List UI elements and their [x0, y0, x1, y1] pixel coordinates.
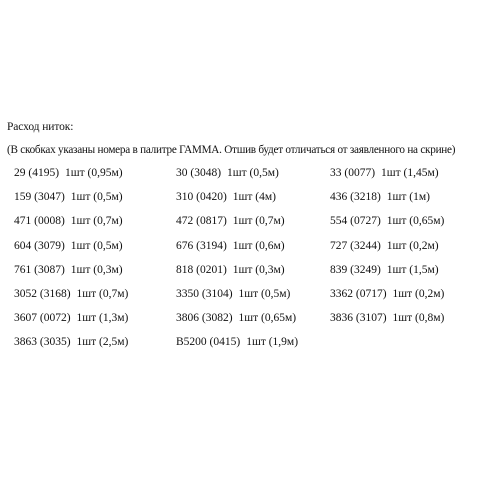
thread-row	[0, 264, 480, 288]
thread-entry	[14, 191, 123, 203]
thread-code: 29 (4195)	[14, 167, 60, 179]
thread-entry	[330, 240, 439, 252]
thread-amount: 1шт (0,3м)	[70, 263, 123, 276]
thread-code: 3806 (3082)	[176, 312, 233, 325]
thread-row	[0, 215, 480, 239]
thread-row	[0, 167, 480, 191]
document-heading: Расход ниток:	[7, 121, 74, 133]
thread-amount: 1шт (0,5м)	[238, 287, 291, 300]
thread-amount: 1шт (1,9м)	[246, 336, 299, 349]
thread-code: 33 (0077)	[330, 167, 376, 179]
thread-code: 761 (3087)	[14, 263, 65, 276]
thread-entry	[14, 288, 128, 300]
thread-row	[0, 336, 480, 360]
thread-row	[0, 240, 480, 264]
thread-code: 727 (3244)	[330, 239, 381, 252]
thread-entry	[176, 240, 285, 252]
thread-code: 471 (0008)	[14, 215, 65, 228]
thread-entry	[14, 312, 128, 324]
thread-code: 3836 (3107)	[330, 312, 387, 325]
thread-amount: 1шт (1,5м)	[386, 263, 439, 276]
thread-amount: 1шт (2,5м)	[76, 336, 129, 349]
thread-amount: 1шт (0,65м)	[386, 215, 445, 228]
thread-entry	[176, 312, 296, 324]
thread-code: B5200 (0415)	[176, 336, 241, 349]
thread-code: 818 (0201)	[176, 263, 227, 276]
thread-amount: 1шт (0,5м)	[70, 191, 123, 204]
thread-entry	[330, 264, 439, 276]
thread-amount: 1шт (1,3м)	[76, 312, 129, 325]
thread-list	[0, 167, 480, 361]
thread-amount: 1шт (1,45м)	[381, 167, 439, 179]
thread-amount: 1шт (0,7м)	[76, 287, 129, 300]
thread-code: 310 (0420)	[176, 191, 227, 204]
thread-entry	[330, 288, 444, 300]
thread-code: 839 (3249)	[330, 263, 381, 276]
thread-entry	[176, 288, 290, 300]
thread-code: 3362 (0717)	[330, 287, 387, 300]
thread-entry	[330, 191, 430, 203]
thread-entry	[330, 312, 444, 324]
thread-entry	[14, 336, 128, 348]
thread-entry	[176, 167, 279, 179]
thread-code: 3350 (3104)	[176, 287, 233, 300]
thread-code: 554 (0727)	[330, 215, 381, 228]
thread-amount: 1шт (0,6м)	[232, 239, 285, 252]
thread-code: 3052 (3168)	[14, 287, 71, 300]
thread-amount: 1шт (0,95м)	[65, 167, 123, 179]
thread-code: 30 (3048)	[176, 167, 222, 179]
thread-amount: 1шт (0,7м)	[70, 215, 123, 228]
palette-note: (В скобках указаны номера в палитре ГАММА. Отшив будет отличаться от заявленного на скрине)	[7, 144, 456, 156]
thread-amount: 1шт (1м)	[386, 191, 430, 204]
thread-amount: 1шт (0,5м)	[227, 167, 279, 179]
thread-amount: 1шт (0,8м)	[392, 312, 445, 325]
thread-amount: 1шт (0,65м)	[238, 312, 297, 325]
thread-entry	[176, 215, 285, 227]
thread-amount: 1шт (0,2м)	[392, 287, 445, 300]
thread-entry	[176, 191, 276, 203]
thread-entry	[330, 215, 444, 227]
thread-code: 3607 (0072)	[14, 312, 71, 325]
thread-entry	[14, 167, 123, 179]
thread-row	[0, 191, 480, 215]
thread-entry	[330, 167, 439, 179]
thread-code: 159 (3047)	[14, 191, 65, 204]
thread-code: 436 (3218)	[330, 191, 381, 204]
thread-amount: 1шт (4м)	[232, 191, 276, 204]
thread-code: 3863 (3035)	[14, 336, 71, 349]
thread-row	[0, 288, 480, 312]
thread-code: 604 (3079)	[14, 239, 65, 252]
thread-amount: 1шт (0,5м)	[70, 239, 123, 252]
thread-entry	[14, 264, 123, 276]
thread-code: 472 (0817)	[176, 215, 227, 228]
thread-entry	[14, 240, 123, 252]
thread-entry	[14, 215, 123, 227]
thread-code: 676 (3194)	[176, 239, 227, 252]
thread-amount: 1шт (0,2м)	[386, 239, 439, 252]
thread-entry	[176, 264, 285, 276]
thread-amount: 1шт (0,3м)	[232, 263, 285, 276]
thread-amount: 1шт (0,7м)	[232, 215, 285, 228]
thread-entry	[176, 336, 298, 348]
thread-row	[0, 312, 480, 336]
